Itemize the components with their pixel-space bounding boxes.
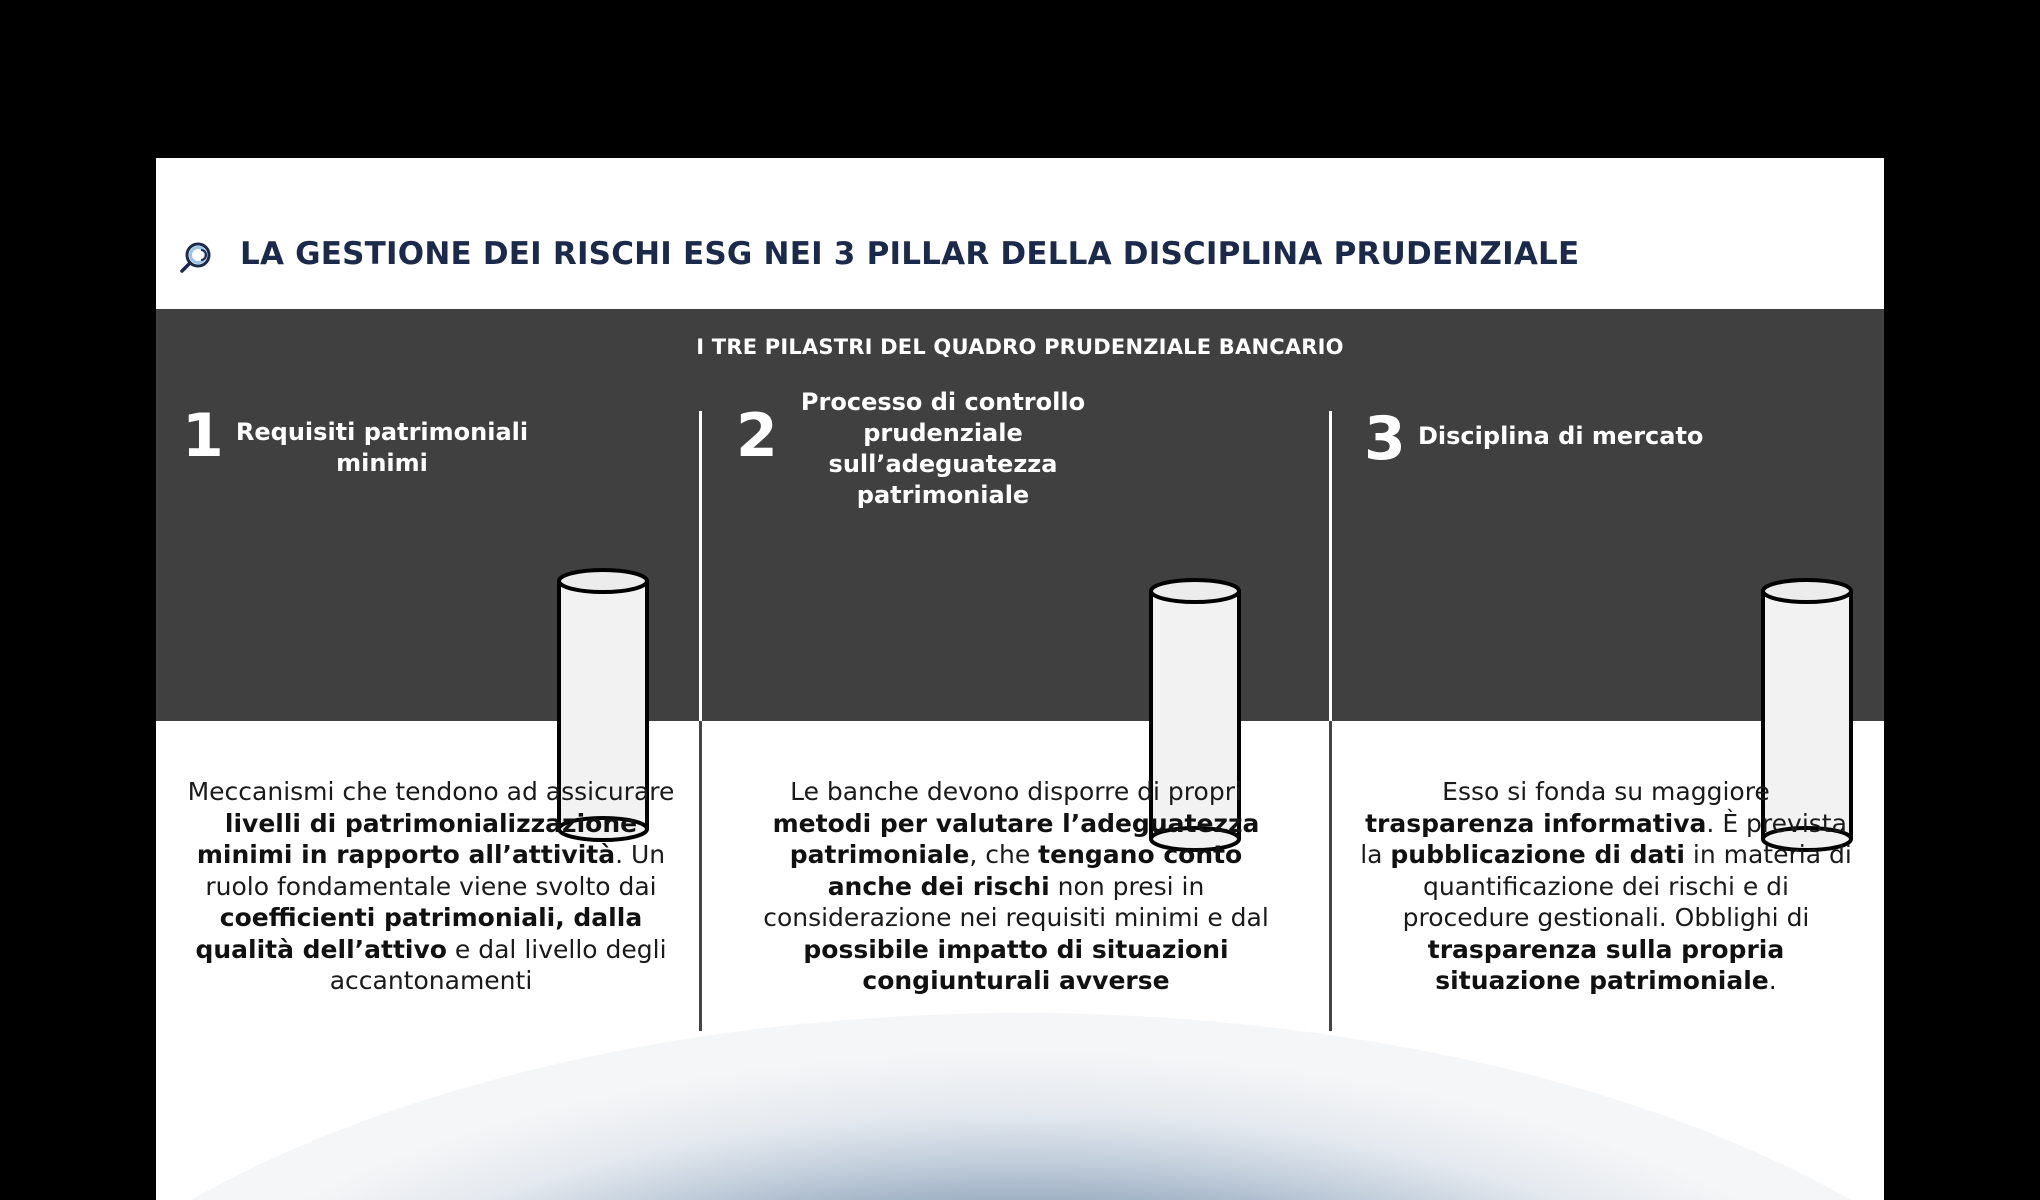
pillar-label-line: Disciplina di mercato bbox=[1418, 422, 1704, 450]
decorative-gradient-arc bbox=[156, 1013, 1884, 1200]
pillar-number: 1 bbox=[182, 401, 224, 471]
column-divider bbox=[699, 411, 702, 721]
emphasis-text: possibile impatto di situazioni congiunturali avverse bbox=[803, 934, 1229, 995]
body-text-segment: . bbox=[1768, 966, 1777, 995]
pillar-description bbox=[1356, 776, 1856, 997]
emphasis-text: coefficienti patrimoniali, dalla qualità dell’attivo bbox=[195, 903, 643, 964]
title-row bbox=[156, 158, 1884, 309]
emphasis-text: metodi per valutare l’adeguatezza patrimoniale bbox=[772, 808, 1260, 869]
emphasis-text: pubblicazione di dati bbox=[1390, 840, 1685, 869]
pillar-description bbox=[176, 776, 686, 997]
slide bbox=[156, 158, 1884, 1200]
pillar-description bbox=[756, 776, 1276, 997]
page-title: LA GESTIONE DEI RISCHI ESG NEI 3 PILLAR DELLA DISCIPLINA PRUDENZIALE bbox=[240, 236, 1580, 272]
body-text-segment: , che bbox=[969, 840, 1039, 869]
band-title: I TRE PILASTRI DEL QUADRO PRUDENZIALE BANCARIO bbox=[696, 335, 1344, 359]
column-divider bbox=[699, 721, 702, 1031]
pillar-label-line: patrimoniale bbox=[856, 481, 1030, 509]
pillar-label bbox=[216, 417, 548, 479]
body-text-segment: . Un ruolo fondamentale viene svolto dai bbox=[205, 840, 666, 901]
body-text-segment: Esso si fonda su maggiore bbox=[1442, 777, 1770, 806]
pillar-label-line: Processo di controllo bbox=[800, 388, 1086, 416]
body-text-segment: e dal livello degli accantonamenti bbox=[329, 934, 667, 995]
pillar-number: 2 bbox=[736, 401, 778, 471]
body-text-segment: Le banche devono disporre di propri bbox=[790, 777, 1242, 806]
body-text-segment: non presi in considerazione nei requisiti minimi e dal bbox=[763, 871, 1269, 932]
column-divider bbox=[1329, 721, 1332, 1031]
emphasis-text: trasparenza informativa bbox=[1365, 808, 1707, 838]
pillar-label bbox=[1418, 421, 1718, 452]
pillar-label bbox=[778, 387, 1108, 511]
pillar-label-line: minimi bbox=[336, 449, 428, 477]
body-text-segment: in materia di quantificazione dei rischi e di procedure gestionali. Obblighi di bbox=[1402, 840, 1852, 932]
column-divider bbox=[1329, 411, 1332, 721]
body-text-segment: . È prevista la bbox=[1360, 808, 1847, 869]
pillars-band bbox=[156, 309, 1884, 721]
body-text-segment: Meccanismi che tendono ad assicurare bbox=[187, 777, 675, 806]
emphasis-text: livelli di patrimonializzazione minimi in rapporto all’attività bbox=[196, 808, 638, 869]
pillar-label-line: prudenziale bbox=[863, 419, 1023, 447]
magnifier-icon bbox=[178, 240, 214, 276]
emphasis-text: tengano conto anche dei rischi bbox=[827, 840, 1243, 901]
emphasis-text: trasparenza sulla propria situazione patrimoniale bbox=[1427, 934, 1785, 995]
pillar-label-line: sull’adeguatezza bbox=[828, 450, 1058, 478]
pillar-number: 3 bbox=[1364, 404, 1406, 474]
pillar-label-line: Requisiti patrimoniali bbox=[235, 418, 529, 446]
